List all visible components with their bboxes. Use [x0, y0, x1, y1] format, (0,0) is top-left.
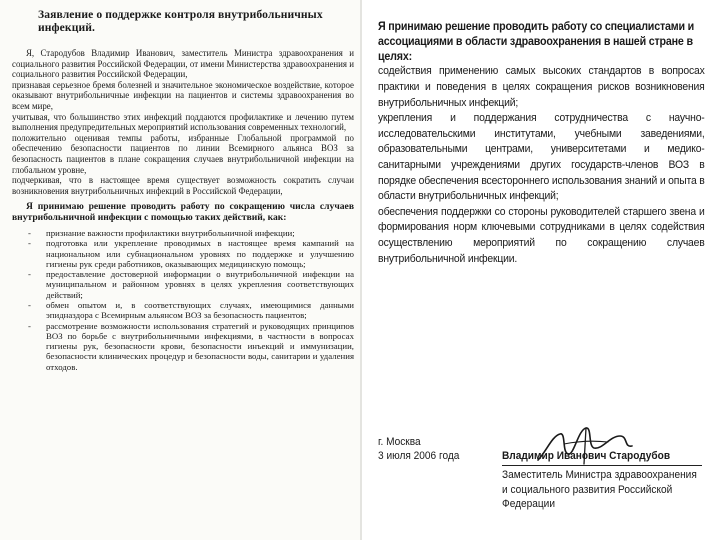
recital-paragraph: признавая серьезное бремя болезней и значительное экономическое воздействие, которое оказывают внутрибольничные инфекции на пациентов и системы здравоохранения во всем мире, — [12, 79, 354, 111]
list-item: - предоставление достоверной информации о внутрибольничной инфекции на муниципальном и районном уровнях в целях укрепления соответствующих действий; — [28, 269, 354, 300]
list-item: - подготовка или укрепление проводимых в настоящее время кампаний на национальном или субнациональном уровнях по поддержке и улучшению гигиены рук среди работников, оказывающих медицинскую помощь; — [28, 238, 354, 269]
decision-heading: Я принимаю решение проводить работу по сокращению числа случаев внутрибольничной инфекции с помощью таких действий, как: — [12, 201, 354, 224]
intro-paragraph: Я, Стародубов Владимир Иванович, заместитель Министра здравоохранения и социального развития Российской Федерации, от имени Министерства здравоохранения и социального развития Российской Федерации, — [12, 48, 354, 80]
recital-paragraph: учитывая, что большинство этих инфекций поддаются профилактике и лечению путем выполнения предупредительных мероприятий использования современных технологий, — [12, 111, 354, 133]
purpose-item: содействия применению самых высоких стандартов в вопросах практики и поведения в целях сокращения рисков возникновения внутрибольничных инфекций; — [378, 65, 705, 109]
dash-marker: - — [28, 238, 31, 249]
dash-marker: - — [28, 269, 31, 280]
list-item: - обмен опытом и, в соответствующих случаях, имеющимися данными эпидназдора с Всемирным альянсом ВОЗ за безопасность пациентов; — [28, 299, 354, 321]
right-document-page — [362, 0, 720, 540]
signature-line — [502, 465, 702, 466]
dash-marker: - — [28, 320, 31, 331]
purpose-item: обеспечения поддержки со стороны руководителей старшего звена и формирования норм ключевыми сотрудниками в целях содействия осуществлению мероприятий по сокращению случаев внутрибольничной инфекции. — [378, 205, 705, 265]
list-item: - признание важности профилактики внутрибольничной инфекции; — [28, 227, 295, 238]
purpose-item: укрепления и поддержания сотрудничества с научно-исследовательскими институтами, учебными заведениями, образовательными центрами, университетами и медико-санитарными учреждениями других государств-членов ВОЗ в порядке обеспечения всестороннего использования знаний и опыта в области внутрибольничных инфекций; — [378, 112, 705, 203]
signature-block — [378, 436, 708, 536]
statement-title: Заявление о поддержке контроля внутрибольничных инфекций. — [38, 8, 323, 34]
signing-date: 3 июля 2006 года — [378, 450, 460, 462]
dash-marker: - — [28, 299, 31, 310]
recital-paragraph: подчеркивая, что в настоящее время существует возможность сократить случаи возникновения внутрибольничных инфекций в Российской Федерации, — [12, 175, 354, 196]
list-item: - рассмотрение возможности использования стратегий и руководящих принципов ВОЗ по борьбе с внутрибольничными инфекциями, в частности в вопросах гигиены рук, безопасности крови, безопасности инъекций и иммунизации, безопасности клинических процедур и безопасности воды, санитарии и удаления отходов. — [28, 320, 354, 372]
recital-paragraph: положительно оценивая темпы работы, избранные Глобальной программой по обеспечению безопасности пациентов по линии Всемирного альянса ВОЗ за безопасность пациентов в плане сокращения случаев внутрибольничной инфекции на глобальном уровне, — [12, 132, 354, 175]
dash-marker: - — [28, 227, 31, 238]
signing-city: г. Москва — [378, 436, 421, 448]
actions-list — [12, 228, 354, 372]
decision-heading-right: Я принимаю решение проводить работу со специалистами и ассоциациями в области здравоохранения в нашей стране в целях: — [378, 21, 695, 63]
signatory-position: Заместитель Министра здравоохранения и социального развития Российской Федерации — [502, 469, 697, 510]
signatory-name: Владимир Иванович Стародубов — [502, 450, 671, 462]
